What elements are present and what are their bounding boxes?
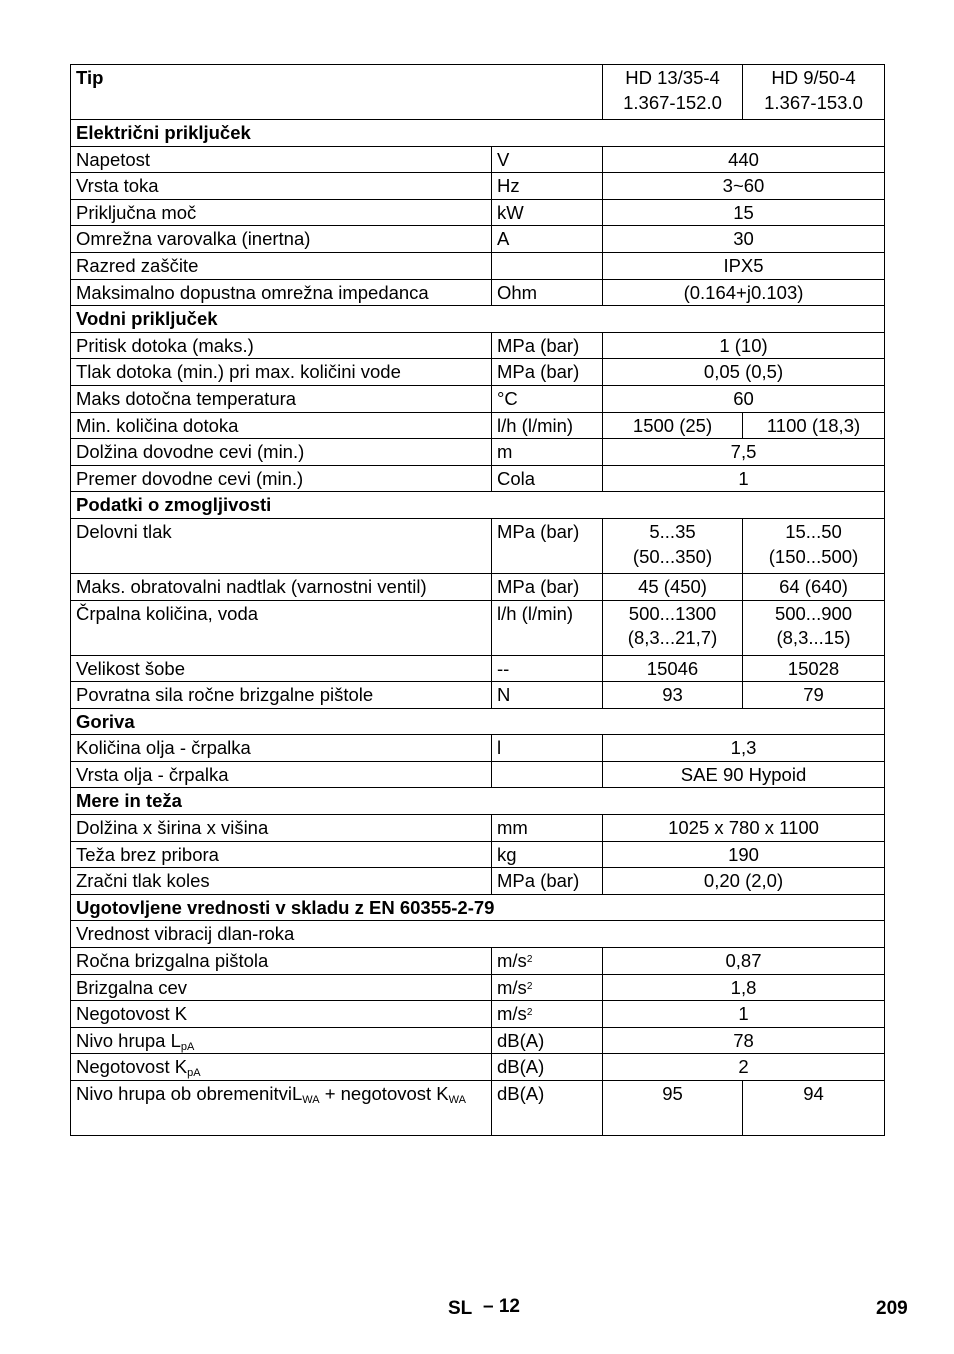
value-line: (150...500) [768, 545, 859, 567]
row-value-model-2: 15028 [743, 655, 885, 682]
row-label: Priključna moč [71, 199, 492, 226]
table-row [71, 841, 885, 868]
row-value: 1 [603, 465, 885, 492]
row-label: Vrsta toka [71, 173, 492, 200]
table-row [71, 279, 885, 306]
row-value: 440 [603, 146, 885, 173]
row-unit: MPa (bar) [492, 359, 603, 386]
table-header-row [71, 65, 885, 120]
row-value: 0,87 [603, 948, 885, 975]
technical-data-table [70, 64, 885, 1136]
table-row [71, 518, 885, 573]
table-row [71, 682, 885, 709]
label-text: Nivo hrupa ob obremenitviL [76, 1083, 303, 1104]
section-fuels: Goriva [71, 708, 885, 735]
row-label [71, 1027, 492, 1054]
row-value-model-1 [603, 600, 743, 655]
row-unit: MPa (bar) [492, 332, 603, 359]
row-unit: N [492, 682, 603, 709]
table-row [71, 921, 885, 948]
value-line: 500...900 [774, 602, 853, 624]
table-row [71, 1081, 885, 1136]
section-dims: Mere in teža [71, 788, 885, 815]
row-unit: kW [492, 199, 603, 226]
row-value: 1 [603, 1001, 885, 1028]
row-label: Črpalna količina, voda [71, 600, 492, 655]
footer-page-number: 209 [876, 1298, 908, 1319]
section-row [71, 492, 885, 519]
row-value: 1025 x 780 x 1100 [603, 815, 885, 842]
row-unit: A [492, 226, 603, 253]
row-value: 0,20 (2,0) [603, 868, 885, 895]
table-row [71, 868, 885, 895]
row-unit: dB(A) [492, 1054, 603, 1081]
row-value-model-1: 15046 [603, 655, 743, 682]
value-line: (8,3...15) [776, 627, 851, 649]
table-row [71, 948, 885, 975]
row-value: 78 [603, 1027, 885, 1054]
table-row [71, 815, 885, 842]
row-label: Povratna sila ročne brizgalne pištole [71, 682, 492, 709]
value-line: 500...1300 [628, 602, 717, 624]
row-label: Tlak dotoka (min.) pri max. količini vode [71, 359, 492, 386]
type-label: Tip [71, 65, 603, 120]
row-label: Brizgalna cev [71, 974, 492, 1001]
row-value: (0.164+j0.103) [603, 279, 885, 306]
row-unit: MPa (bar) [492, 573, 603, 600]
row-unit: °C [492, 385, 603, 412]
row-value-model-2: 94 [743, 1081, 885, 1136]
row-label: Napetost [71, 146, 492, 173]
part-number-1: 1.367-152.0 [623, 91, 722, 113]
section-row [71, 708, 885, 735]
row-value: 1,3 [603, 735, 885, 762]
label-subscript-2: WA [448, 1094, 466, 1106]
table-row [71, 655, 885, 682]
unit-superscript: 2 [526, 980, 533, 992]
table-row [71, 412, 885, 439]
label-subscript: pA [180, 1040, 195, 1053]
row-label [71, 1054, 492, 1081]
table-row [71, 332, 885, 359]
row-value: 7,5 [603, 439, 885, 466]
section-water: Vodni priključek [71, 306, 885, 333]
row-value-model-1: 93 [603, 682, 743, 709]
footer-language-code: SL [448, 1298, 473, 1319]
value-line: (50...350) [632, 545, 713, 567]
row-label: Velikost šobe [71, 655, 492, 682]
row-label: Min. količina dotoka [71, 412, 492, 439]
row-unit: Hz [492, 173, 603, 200]
row-value-model-1: 1500 (25) [603, 412, 743, 439]
unit-text: m/s [497, 976, 527, 998]
table-row [71, 385, 885, 412]
row-label: Teža brez pribora [71, 841, 492, 868]
value-line: (8,3...21,7) [627, 627, 718, 649]
row-value: 1,8 [603, 974, 885, 1001]
row-unit: kg [492, 841, 603, 868]
row-unit: l [492, 735, 603, 762]
row-unit [492, 761, 603, 788]
table-row [71, 600, 885, 655]
row-unit [492, 974, 603, 1001]
unit-superscript: 2 [526, 1007, 533, 1019]
section-row [71, 894, 885, 921]
table-row [71, 439, 885, 466]
table-row [71, 359, 885, 386]
row-value: SAE 90 Hypoid [603, 761, 885, 788]
row-unit: Ohm [492, 279, 603, 306]
table-row [71, 974, 885, 1001]
row-unit [492, 252, 603, 279]
row-label: Maks. obratovalni nadtlak (varnostni ventil) [71, 573, 492, 600]
row-label: Vrsta olja - črpalka [71, 761, 492, 788]
label-subscript: WA [302, 1094, 320, 1106]
row-label: Zračni tlak koles [71, 868, 492, 895]
value-line: 5...35 [649, 520, 696, 542]
row-unit: dB(A) [492, 1081, 603, 1136]
label-text-rest: + negotovost K [319, 1083, 449, 1104]
table-row [71, 199, 885, 226]
row-value: 2 [603, 1054, 885, 1081]
part-number-2: 1.367-153.0 [764, 91, 863, 113]
row-value-model-2 [743, 518, 885, 573]
table-row [71, 465, 885, 492]
value-line: 15...50 [785, 520, 842, 542]
section-electric: Električni priključek [71, 120, 885, 147]
row-unit [492, 1001, 603, 1028]
table-row [71, 252, 885, 279]
section-performance: Podatki o zmogljivosti [71, 492, 885, 519]
row-value: 3~60 [603, 173, 885, 200]
row-label: Pritisk dotoka (maks.) [71, 332, 492, 359]
label-text: Nivo hrupa L [76, 1029, 181, 1051]
section-row [71, 120, 885, 147]
table-row [71, 761, 885, 788]
row-unit: dB(A) [492, 1027, 603, 1054]
model-column-1 [603, 65, 743, 120]
row-value-model-2: 64 (640) [743, 573, 885, 600]
unit-text: m/s [497, 1003, 527, 1025]
table-row [71, 573, 885, 600]
table-row [71, 735, 885, 762]
table-row [71, 226, 885, 253]
row-label: Premer dovodne cevi (min.) [71, 465, 492, 492]
row-unit: l/h (l/min) [492, 600, 603, 655]
row-value: 190 [603, 841, 885, 868]
row-unit: l/h (l/min) [492, 412, 603, 439]
row-unit: V [492, 146, 603, 173]
model-name-2: HD 9/50-4 [771, 67, 856, 88]
section-measured: Ugotovljene vrednosti v skladu z EN 60355-2-79 [71, 894, 885, 921]
row-value: 30 [603, 226, 885, 253]
table-row [71, 1027, 885, 1054]
row-unit [492, 948, 603, 975]
row-value-model-2: 79 [743, 682, 885, 709]
row-label: Delovni tlak [71, 518, 492, 573]
label-subscript: pA [187, 1067, 201, 1080]
unit-superscript: 2 [526, 954, 533, 966]
row-value-model-1: 45 (450) [603, 573, 743, 600]
table-row [71, 146, 885, 173]
row-label [71, 1081, 492, 1136]
model-name-1: HD 13/35-4 [625, 67, 720, 88]
row-unit: MPa (bar) [492, 518, 603, 573]
row-unit: Cola [492, 465, 603, 492]
row-value-model-2 [743, 600, 885, 655]
section-row [71, 788, 885, 815]
table-row [71, 1001, 885, 1028]
row-label: Maksimalno dopustna omrežna impedanca [71, 279, 492, 306]
row-label: Količina olja - črpalka [71, 735, 492, 762]
row-value: 0,05 (0,5) [603, 359, 885, 386]
row-unit: m [492, 439, 603, 466]
row-label: Negotovost K [71, 1001, 492, 1028]
row-label: Omrežna varovalka (inertna) [71, 226, 492, 253]
row-unit: -- [492, 655, 603, 682]
footer-section-page: – 12 [483, 1296, 520, 1317]
row-label: Razred zaščite [71, 252, 492, 279]
row-value: 60 [603, 385, 885, 412]
row-unit: mm [492, 815, 603, 842]
row-label: Maks dotočna temperatura [71, 385, 492, 412]
unit-text: m/s [497, 950, 527, 972]
row-label: Vrednost vibracij dlan-roka [71, 921, 885, 948]
row-label: Ročna brizgalna pištola [71, 948, 492, 975]
row-label: Dolžina dovodne cevi (min.) [71, 439, 492, 466]
row-unit: MPa (bar) [492, 868, 603, 895]
label-text: Negotovost K [76, 1056, 188, 1078]
row-label: Dolžina x širina x višina [71, 815, 492, 842]
row-value-model-2: 1100 (18,3) [743, 412, 885, 439]
row-value: 1 (10) [603, 332, 885, 359]
row-value: 15 [603, 199, 885, 226]
table-row [71, 1054, 885, 1081]
model-column-2 [743, 65, 885, 120]
table-row [71, 173, 885, 200]
row-value: IPX5 [603, 252, 885, 279]
row-value-model-1 [603, 518, 743, 573]
row-value-model-1: 95 [603, 1081, 743, 1136]
section-row [71, 306, 885, 333]
